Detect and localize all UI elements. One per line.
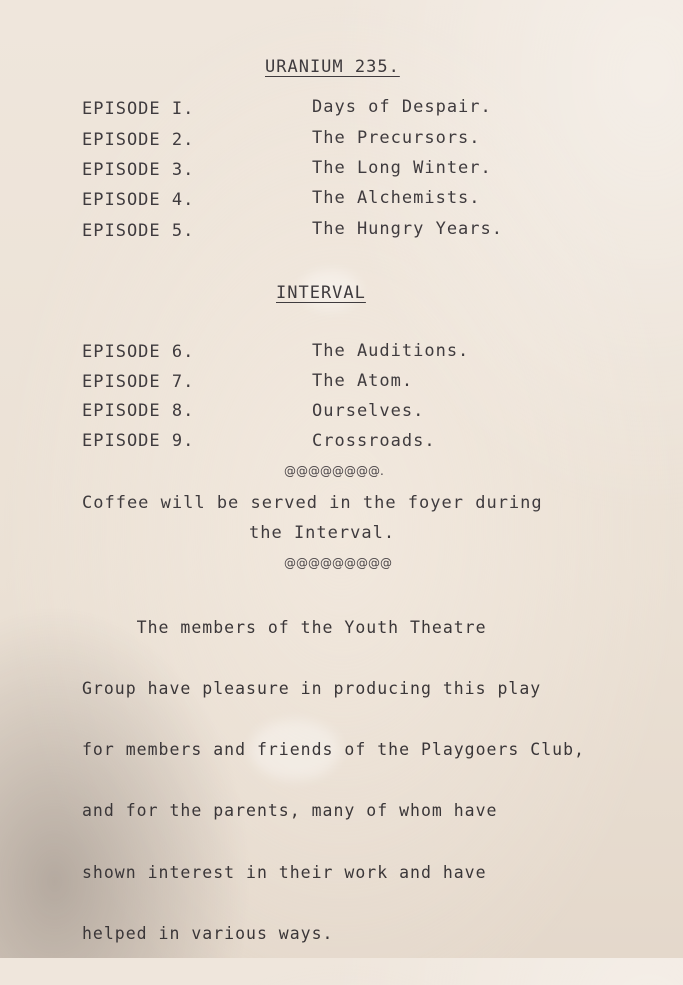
episode-label: EPISODE 5. bbox=[82, 221, 195, 241]
paragraph-line: for members and friends of the Playgoers Club, bbox=[82, 740, 585, 760]
paragraph-line: helped in various ways. bbox=[82, 923, 334, 943]
episode-title: Days of Despair. bbox=[312, 97, 492, 117]
coffee-note-line: the Interval. bbox=[249, 523, 396, 543]
ornament-divider: @@@@@@@@@ bbox=[284, 556, 392, 570]
episode-title: The Hungry Years. bbox=[312, 219, 503, 239]
coffee-note-line: Coffee will be served in the foyer during bbox=[82, 493, 543, 513]
episode-label: EPISODE 9. bbox=[82, 431, 195, 451]
episode-label: EPISODE 6. bbox=[82, 342, 195, 362]
paragraph-line: and for the parents, many of whom have bbox=[82, 801, 498, 821]
episode-label: EPISODE 2. bbox=[82, 130, 195, 150]
episode-title: The Atom. bbox=[312, 371, 414, 391]
episode-title: Ourselves. bbox=[312, 401, 425, 421]
episode-title: The Auditions. bbox=[312, 341, 470, 361]
episode-title: The Long Winter. bbox=[312, 158, 492, 178]
interval-heading: INTERVAL bbox=[276, 283, 366, 303]
ornament-divider: @@@@@@@@. bbox=[284, 464, 384, 478]
episode-label: EPISODE 3. bbox=[82, 160, 195, 180]
episode-title: The Precursors. bbox=[312, 128, 481, 148]
episode-title: Crossroads. bbox=[312, 431, 436, 451]
episode-label: EPISODE I. bbox=[82, 99, 195, 119]
episode-label: EPISODE 4. bbox=[82, 190, 195, 210]
document-title: URANIUM 235. bbox=[265, 57, 400, 77]
episode-label: EPISODE 7. bbox=[82, 372, 195, 392]
episode-label: EPISODE 8. bbox=[82, 401, 195, 421]
closing-paragraph bbox=[82, 577, 585, 985]
episode-title: The Alchemists. bbox=[312, 188, 481, 208]
paragraph-line: The members of the Youth Theatre bbox=[82, 617, 487, 637]
paragraph-line: Group have pleasure in producing this play bbox=[82, 679, 542, 699]
paragraph-line: shown interest in their work and have bbox=[82, 862, 487, 882]
